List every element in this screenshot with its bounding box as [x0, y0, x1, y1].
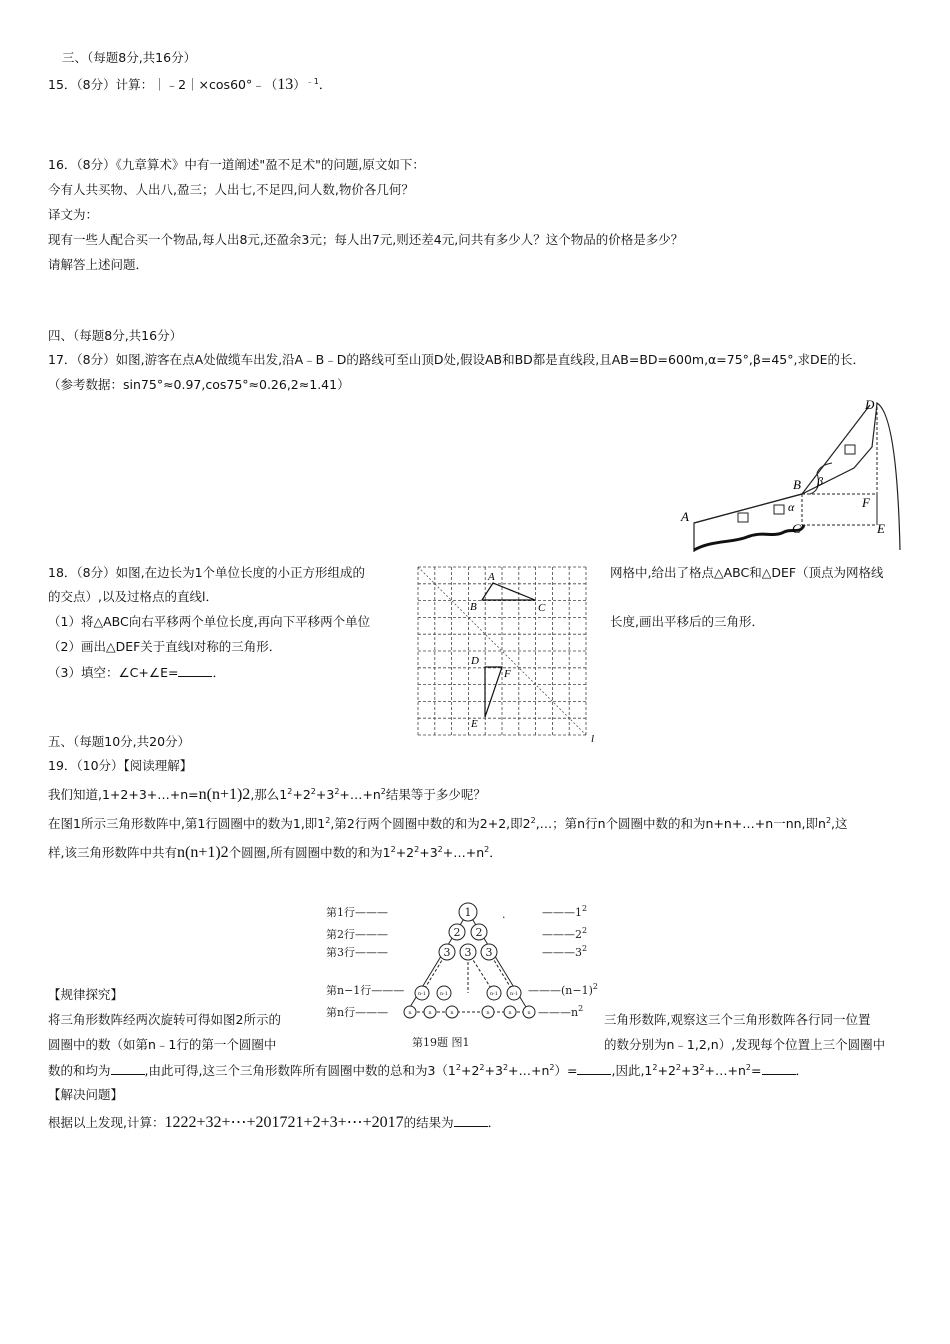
grid-label-l: l [591, 733, 595, 745]
row-sum-n-1: $———(n-1)^2$ [528, 982, 598, 997]
row-sum-3: $———3^2$ [542, 944, 588, 959]
svg-text:n: n [450, 1010, 454, 1016]
label-C: C [792, 521, 801, 536]
answer-blank-4 [454, 1114, 488, 1127]
svg-text:n-1: n-1 [509, 991, 519, 997]
row-label-2: 第2行——— [326, 928, 388, 941]
q18-line2: 的交点）,以及过格点的直线l． [48, 589, 218, 604]
grid-label-E: E [471, 718, 478, 730]
row-label-3: 第3行——— [326, 946, 388, 959]
q19-line10: 根据以上发现,计算：1222+32+⋯+201721+2+3+⋯+2017的结果为 ． [48, 1114, 501, 1131]
q18-line3a: （1）将△ABC向右平移两个单位长度,再向下平移两个单位 [48, 614, 371, 629]
figure-dot: . [502, 908, 506, 921]
q19-line2: 我们知道,1+2+3+…+n=n(n+1)2,那么$1^2+2^2+3^2+\dots+n^2$结果等于多少呢？ [48, 786, 486, 803]
q19-line3: 在图1所示三角形数阵中,第1行圆圈中的数为1,即$1^2$,第2行两个圆圈中数的和为2+2,即$2^2,\dots$；第n行n个圆圈中数的和为n+n+…+n一nn,即$n^2$,这 [48, 815, 848, 831]
ground-shore [694, 525, 804, 550]
answer-blank-2 [577, 1062, 611, 1075]
q19-line1: 19．（10分）【阅读理解】 [48, 758, 193, 773]
grid-figure [416, 565, 602, 743]
grid-label-B: B [470, 601, 477, 613]
triangle-ABC [482, 583, 535, 600]
grid-label-C: C [538, 602, 546, 614]
cable-car-1 [738, 513, 748, 522]
q16-line4: 现有一些人配合买一个物品,每人出8元,还盈余3元；每人出7元,则还差4元,问共有多少人？这个物品的价格是多少？ [48, 232, 684, 247]
q16-line1: 16．（8分）《九章算术》中有一道阐述"盈不足术"的问题,原文如下： [48, 157, 425, 172]
row-label-n-1: 第n−1行——— [326, 984, 405, 997]
q18-line1b: 网格中,给出了格点△ABC和△DEF（顶点为网格线 [610, 565, 884, 580]
svg-text:n-1: n-1 [439, 991, 449, 997]
triangle-DEF [485, 667, 502, 717]
label-D: D [865, 397, 875, 412]
q19-line4: 样,该三角形数阵中共有n(n+1)2个圆圈,所有圆圈中数的和为$1^2+2^2+3^2+\dots+n^2$． [48, 844, 502, 861]
row-label-n: 第n行——— [326, 1006, 389, 1019]
svg-text:3: 3 [443, 946, 451, 959]
figure-caption: 第19题 图1 [412, 1036, 470, 1049]
row-sum-1: $———1^2$ [542, 904, 588, 919]
section3-heading: 三、（每题8分,共16分） [62, 50, 197, 65]
row-sum-n: $———n^2$ [538, 1004, 584, 1019]
row-label-1: 第1行——— [326, 906, 388, 919]
q19-line6a: 将三角形数阵经两次旋转可得如图2所示的 [48, 1012, 281, 1027]
cable-car-2 [774, 505, 784, 514]
section4-heading: 四、（每题8分,共16分） [48, 328, 183, 343]
q16-line2: 今有人共买物、人出八,盈三；人出七,不足四,问人数,物价各几何？ [48, 182, 414, 197]
label-F: F [862, 495, 870, 510]
q15: 15．（8分）计算：$|﹣2|\times\cos 60^\circ﹣(13)^{﹣1}$． [48, 76, 332, 93]
q17-line2: （参考数据：sin75°≈0.97,cos75°≈0.26,2≈1.41） [48, 377, 350, 392]
label-E: E [877, 521, 885, 536]
svg-text:3: 3 [485, 946, 493, 959]
svg-text:n-1: n-1 [489, 991, 499, 997]
svg-text:n: n [486, 1010, 490, 1016]
q18-line3b: 长度,画出平移后的三角形． [610, 614, 764, 629]
label-B: B [793, 477, 801, 492]
q18-line4: （2）画出△DEF关于直线l对称的三角形． [48, 639, 282, 654]
svg-text:2: 2 [475, 926, 483, 939]
q19-line8: 数的和均为 ,由此可得,这三个三角形数阵所有圆圈中数的总和为$3(1^2+2^2+3^2+\dots+n^2)=$ ,因此$,1^2+2^2+3^2+\dots+n^2=$ ． [48, 1062, 809, 1078]
label-A: A [681, 509, 689, 524]
label-alpha: α [788, 500, 795, 514]
svg-text:n: n [408, 1010, 412, 1016]
svg-text:n: n [527, 1010, 531, 1016]
answer-blank [178, 664, 212, 677]
answer-blank-1 [111, 1062, 145, 1075]
section5-heading: 五、（每题10分,共20分） [48, 734, 191, 749]
segment-BD [802, 405, 870, 494]
svg-text:3: 3 [464, 946, 472, 959]
label-beta: β [817, 474, 823, 488]
q17-line1: 17．（8分）如图,游客在点A处做缆车出发,沿A﹣B﹣D的路线可至山顶D处,假设AB和BD都是直线段,且AB=BD=600m,α=75°,β=45°,求DE的长． [48, 352, 865, 367]
q19-explore: 【规律探究】 [48, 987, 124, 1002]
grid-label-D: D [471, 655, 479, 667]
row-sum-2: $———2^2$ [542, 926, 588, 941]
grid-label-A: A [488, 571, 495, 583]
triangle-array-figure [322, 898, 598, 1050]
svg-text:2: 2 [453, 926, 461, 939]
q19-line7a: 圆圈中的数（如第n﹣1行的第一个圆圈中 [48, 1037, 277, 1052]
q16-line3: 译文为： [48, 207, 99, 222]
q18-line1a: 18．（8分）如图,在边长为1个单位长度的小正方形组成的 [48, 565, 366, 580]
answer-blank-3 [762, 1062, 796, 1075]
q18-line5: （3）填空：∠C+∠E= ． [48, 665, 225, 680]
svg-text:n: n [428, 1010, 432, 1016]
svg-text:n-1: n-1 [417, 991, 427, 997]
q19-line7b: 的数分别为n﹣1,2,n）,发现每个位置上三个圆圈中 [604, 1037, 886, 1052]
q19-solve: 【解决问题】 [48, 1087, 124, 1102]
grid-label-F: F [504, 668, 511, 680]
q19-line6b: 三角形数阵,观察这三个三角形数阵各行同一位置 [604, 1012, 871, 1027]
cable-car-3 [845, 445, 855, 454]
q16-line5: 请解答上述问题． [48, 257, 149, 272]
cable-car-figure [672, 395, 910, 555]
svg-text:1: 1 [464, 906, 472, 919]
svg-text:n: n [508, 1010, 512, 1016]
